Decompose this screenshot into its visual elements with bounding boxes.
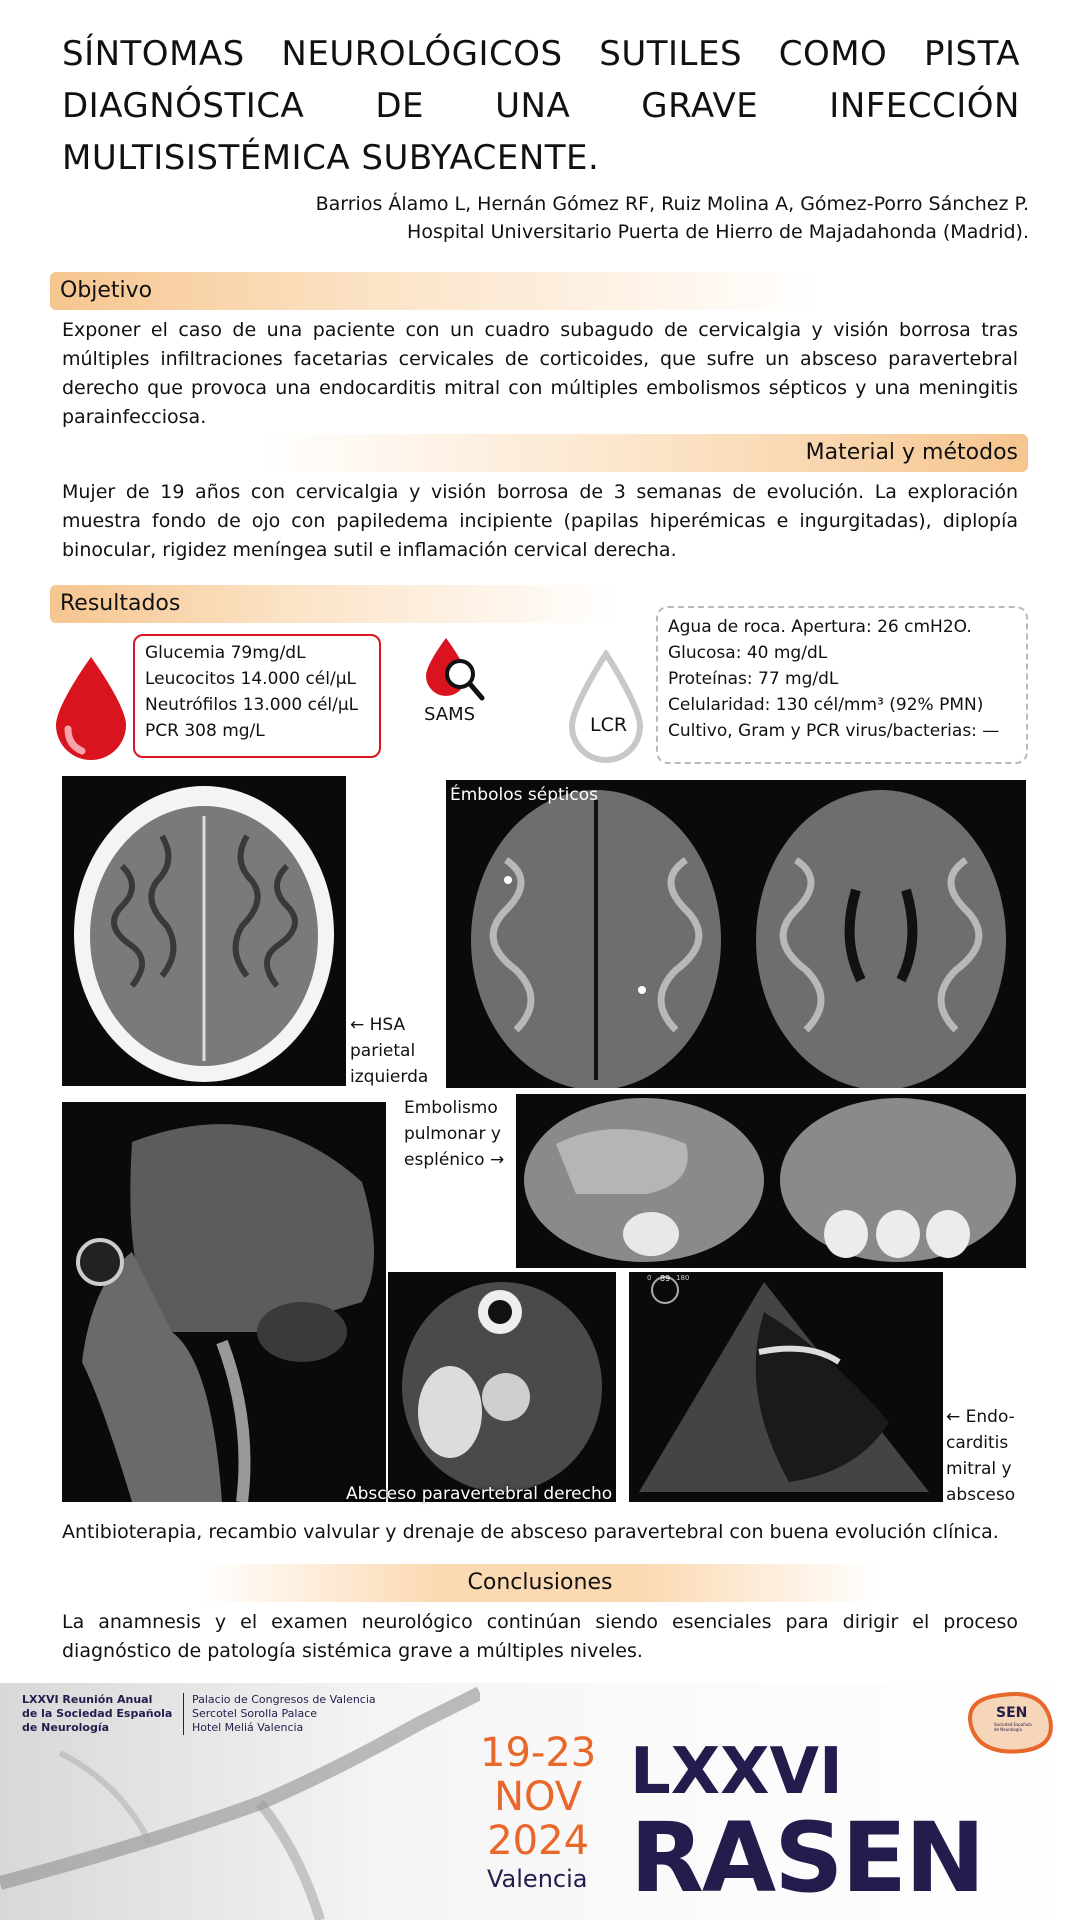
echo-angle-right: 180 — [676, 1274, 690, 1282]
venue-line: Hotel Meliá Valencia — [192, 1721, 304, 1734]
csf-value: Glucosa: 40 mg/dL — [668, 643, 828, 663]
ct-head-image — [62, 776, 346, 1086]
label-absceso: Absceso paravertebral derecho — [346, 1484, 613, 1504]
material-text: Mujer de 19 años con cervicalgia y visión borrosa de 3 semanas de evolución. La exploración muestra fondo de ojo con papiledema incipiente (papilas hiperémicas e ingurgitadas), diplopía binocular, rigidez meníngea sutil e inflamación cervical derecha. — [62, 481, 1018, 561]
venue-line: Palacio de Congresos de Valencia — [192, 1693, 376, 1706]
objetivo-text: Exponer el caso de una paciente con un cuadro subagudo de cervicalgia y visión borrosa tras múltiples infiltraciones facetarias cervicales de corticoides, que sufre un absceso paravertebral derecho que provoca una endocarditis mitral con múltiples embolismos sépticos y una meningitis parainfecciosa. — [62, 319, 1018, 428]
title-line-3: MULTISISTÉMICA SUBYACENTE. — [62, 138, 600, 178]
echocardiogram-image — [629, 1272, 943, 1502]
csf-value: Celularidad: 130 cél/mm³ (92% PMN) — [668, 695, 984, 715]
meeting-line: LXXVI Reunión Anual — [22, 1693, 153, 1706]
section-conclusiones-heading: Conclusiones — [200, 1564, 880, 1602]
blood-results-box — [133, 634, 381, 758]
label-embolos: Émbolos sépticos — [450, 785, 598, 805]
section-resultados-heading: Resultados — [50, 585, 620, 623]
section-material-heading: Material y métodos — [260, 434, 1028, 472]
conclusiones-text: La anamnesis y el examen neurológico continúan siendo esenciales para dirigir el proceso diagnóstico de patología sistémica grave a múltiples niveles. — [62, 1611, 1018, 1662]
label-embolismo: Embolismo pulmonar y esplénico → — [404, 1098, 505, 1170]
city-text: Valencia — [487, 1865, 588, 1893]
poster-title — [62, 28, 1020, 184]
meeting-line: de la Sociedad Española — [22, 1707, 173, 1720]
sams-label: SAMS — [424, 704, 476, 725]
mri-dwi-image — [446, 780, 1026, 1088]
author-names: Barrios Álamo L, Hernán Gómez RF, Ruiz Molina A, Gómez-Porro Sánchez P. — [315, 193, 1029, 215]
title-line-1: SÍNTOMAS NEUROLÓGICOS SUTILES COMO PISTA — [62, 34, 1020, 74]
venue-line: Sercotel Sorolla Palace — [192, 1707, 318, 1720]
sagittal-mri-image — [62, 1102, 386, 1502]
csf-drop-icon — [567, 650, 645, 766]
blood-value: PCR 308 mg/L — [145, 721, 265, 741]
echo-angle: 89 — [660, 1274, 671, 1283]
month-text: NOV — [494, 1774, 583, 1820]
blood-search-icon — [424, 636, 486, 702]
hospital-name: Hospital Universitario Puerta de Hierro de Majadahonda (Madrid). — [407, 221, 1029, 243]
section-objetivo-heading: Objetivo — [50, 272, 820, 310]
blood-drop-icon — [54, 655, 128, 761]
sen-logo-subtitle — [994, 1722, 1032, 1732]
event-number: LXXVI — [630, 1735, 843, 1809]
meeting-name — [22, 1693, 172, 1735]
blood-value: Glucemia 79mg/dL — [145, 643, 306, 663]
title-line-2: DIAGNÓSTICA DE UNA GRAVE INFECCIÓN — [62, 86, 1020, 126]
echo-angle-left: 0 — [647, 1274, 652, 1282]
footer-banner — [0, 1683, 1081, 1920]
neck-mri-image — [388, 1272, 616, 1502]
treatment-text: Antibioterapia, recambio valvular y drenaje de absceso paravertebral con buena evolución clínica. — [62, 1521, 999, 1543]
sen-subtitle-line: Sociedad Española — [994, 1722, 1032, 1727]
year-text: 2024 — [487, 1818, 590, 1864]
lcr-label: LCR — [590, 714, 628, 736]
footer-divider — [183, 1693, 184, 1735]
sen-subtitle-line: de Neurología — [994, 1727, 1022, 1732]
csf-value: Proteínas: 77 mg/dL — [668, 669, 839, 689]
venue-list — [192, 1693, 376, 1735]
csf-value: Cultivo, Gram y PCR virus/bacterias: — — [668, 721, 1000, 741]
authors-block — [316, 190, 1029, 246]
blood-value: Leucocitos 14.000 cél/µL — [145, 669, 356, 689]
sen-logo-text: SEN — [996, 1705, 1028, 1721]
dates-text: 19-23 — [480, 1730, 597, 1776]
label-hsa: ← HSA parietal izquierda — [350, 1015, 429, 1087]
meeting-line: de Neurología — [22, 1721, 110, 1734]
blood-value: Neutrófilos 13.000 cél/µL — [145, 695, 359, 715]
csf-results-box — [656, 606, 1028, 764]
csf-value: Agua de roca. Apertura: 26 cmH2O. — [668, 617, 972, 637]
event-dates — [480, 1731, 596, 1863]
label-endocarditis: ← Endo-carditis mitral y absceso — [946, 1407, 1016, 1505]
event-acronym: RASEN — [630, 1802, 984, 1914]
ct-chest-abdomen-image — [516, 1094, 1026, 1268]
